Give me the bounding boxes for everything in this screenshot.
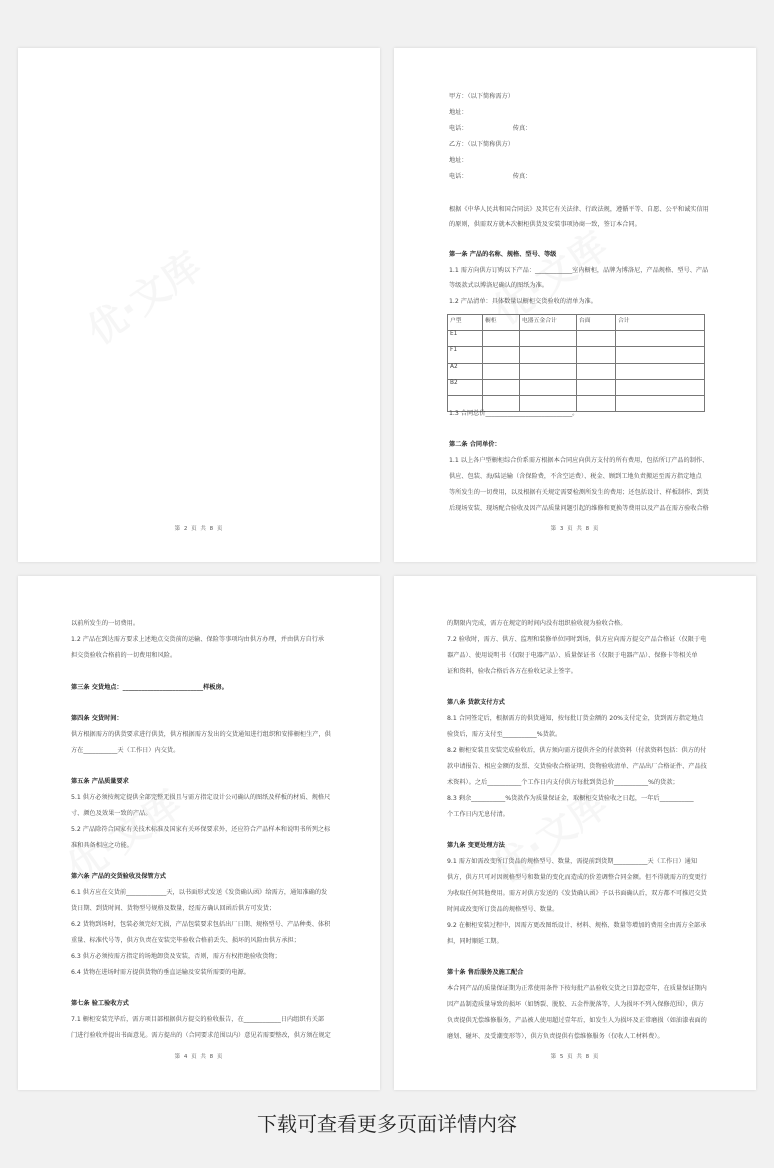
- paragraph-line: 7.1 橱柜安装完毕后，需方项目部根据供方提交的验收报告，在____________日内组织有关部: [71, 1016, 325, 1023]
- paragraph-line: 供应、包装、海/陆运输（含保险费，不含空运费）、税金、顾到工地负责搬运至需方指定地点: [449, 473, 702, 480]
- section-heading: 第二条 合同单价：: [449, 441, 501, 448]
- document-page-4: [18, 576, 380, 1090]
- section-heading: 第三条 交货地点：__________________________样板房。: [71, 684, 228, 691]
- party-b-label: 乙方：（以下简称供方）: [449, 141, 514, 148]
- table-cell: [616, 379, 705, 395]
- paragraph-line: 1.2 产品在到达需方要求上述地点交货前的运输、保险等事项均由供方办理，并由供方自行承: [71, 636, 325, 643]
- page-footer: 第 3 页 共 8 页: [550, 526, 600, 532]
- page-footer: 第 5 页 共 8 页: [550, 1054, 600, 1060]
- table-cell: [577, 363, 616, 379]
- paragraph-line: 后现场安装、现场配合验收及因产品质量问题引起的维修和更换等费用以及产品在需方验收合格: [449, 505, 709, 512]
- party-a-address: 地址：: [449, 109, 468, 116]
- table-cell: [520, 347, 577, 363]
- paragraph-line: 门进行验收并提出书面意见。需方提出的（合同要求范围以内）意见若需要整改，供方须在规定: [71, 1032, 331, 1039]
- party-a-phone-fax: 电话： 传真：: [449, 125, 532, 132]
- paragraph-line: 本合同产品的质量保证期为正常使用条件下按每批产品验收交货之日算起壹年，在质量保证期内: [447, 985, 707, 992]
- table-cell: [616, 363, 705, 379]
- paragraph-line: 8.1 合同签定后，根据需方的供货通知，按每批订货金额的 20%支付定金，货到需方指定地点: [447, 715, 704, 722]
- product-list-table: [447, 314, 705, 412]
- party-a-label: 甲方：（以下简称需方）: [449, 93, 514, 100]
- paragraph-line: 寸、颜色及效果一致的产品。: [71, 810, 152, 817]
- document-page-2: [18, 48, 380, 562]
- table-header-cell: 户型: [448, 315, 483, 331]
- table-cell: E1: [448, 331, 483, 347]
- section-heading: 第十条 售后服务及施工配合: [447, 969, 524, 976]
- table-cell: [483, 347, 520, 363]
- section-heading: 第九条 变更处理方法: [447, 842, 505, 849]
- party-b-phone-fax: 电话： 传真：: [449, 173, 532, 180]
- paragraph-line: 7.2 验收时，需方、供方、监理和装修单位同时到场，供方应向需方提交产品合格证（仅限于电: [447, 636, 707, 643]
- table-cell: [616, 395, 705, 411]
- paragraph-line: 9.1 需方如需改变所订货品的规格型号、数量，需提前到货期___________天（工作日）通知: [447, 858, 698, 865]
- paragraph-line: 1.2 产品清单：具体数量以橱柜交货验收的清单为准。: [449, 298, 597, 305]
- paragraph-line: 款申请报告、相应金额的发票、交货验收合格证明、货物验收清单、产品出厂合格证件、产品技: [447, 763, 707, 770]
- paragraph-line: 5.1 供方必须按规定提供全部完整无损且与需方指定设计公司确认的图纸及样板的材质、规格尺: [71, 794, 331, 801]
- table-header-cell: 橱柜: [483, 315, 520, 331]
- table-row: [448, 379, 705, 395]
- table-header-cell: 台面: [577, 315, 616, 331]
- paragraph-line: 重量、标准代号等，供方负责在安装完毕验收合格前丢失、损坏的风险由供方承担；: [71, 937, 300, 944]
- watermark: [74, 236, 211, 355]
- paragraph-line: 准和具备相应之功能。: [71, 842, 133, 849]
- table-row: [448, 331, 705, 347]
- table-cell: [616, 331, 705, 347]
- table-cell: [483, 379, 520, 395]
- document-page-3: [394, 48, 756, 562]
- paragraph-line: 1.1 需方向供方订购以下产品：____________室内橱柜，品牌为博洛尼，产品规格、型号、产品: [449, 267, 709, 274]
- paragraph-line: 术资料）。之后___________个工作日内支付供方每批到货总价___________%的货款；: [447, 779, 679, 786]
- table-cell: A2: [448, 363, 483, 379]
- contract-total-line: 1.3 合同总价____________________________。: [449, 410, 579, 417]
- table-row: [448, 347, 705, 363]
- table-cell: [616, 347, 705, 363]
- paragraph-line: 验货后，需方支付至___________%货款。: [447, 731, 562, 738]
- paragraph-line: 磨划、碰坏、及受潮变形等），供方负责提供有偿维修服务（仅收人工材料费）。: [447, 1033, 664, 1040]
- table-cell: [577, 395, 616, 411]
- section-heading: 第一条 产品的名称、规格、型号、等级: [449, 251, 557, 258]
- paragraph-line: 时间或改变所订货品的规格型号、数量。: [447, 906, 559, 913]
- paragraph-line: 9.2 在橱柜安装过程中，因需方更改图纸设计、材料、规格、数量等增加的费用全由需方全部承: [447, 922, 707, 929]
- paragraph-line: 6.4 货物在进场时需方提供货物的垂直运输及安装所需要的电源。: [71, 969, 250, 976]
- section-heading: 第五条 产品质量要求: [71, 778, 129, 785]
- paragraph-line: 8.2 橱柜安装且安装完成验收后，供方须向需方提供齐全的付款资料（付款资料包括：供方的付: [447, 747, 707, 754]
- paragraph-line: 等所发生的一切费用，以及根据有关规定需要检测所发生的费用；还包括设计、样板制作、到货: [449, 489, 709, 496]
- table-cell: F1: [448, 347, 483, 363]
- paragraph-line: 以前所发生的一切费用。: [71, 620, 140, 627]
- table-cell: [483, 331, 520, 347]
- section-heading: 第七条 验工验收方式: [71, 1000, 129, 1007]
- table-cell: [483, 363, 520, 379]
- paragraph-line: 供方，供方只可对因规格型号和数量的变化而造成的价差调整合同金额。但不得就需方的变更行: [447, 874, 707, 881]
- section-heading: 第四条 交货时间：: [71, 715, 123, 722]
- table-cell: B2: [448, 379, 483, 395]
- table-cell: [520, 331, 577, 347]
- paragraph-line: 根据《中华人民共和国合同法》及其它有关法律、行政法规，遵循平等、自愿、公平和诚实信用: [449, 206, 709, 213]
- paragraph-line: 的期限内完成，需方在规定的时间内没有组织验收视为验收合格。: [447, 620, 627, 627]
- party-b-address: 地址：: [449, 157, 468, 164]
- paragraph-line: 6.2 货物到场时，包装必须完好无损，产品包装要求包括出厂日期、规格型号、产品种类、体积: [71, 921, 331, 928]
- paragraph-line: 担交货验收合格前的一切费用和风险。: [71, 652, 177, 659]
- paragraph-line: 器产品）、使用说明书（仅限于电器产品）、质量保证书（仅限于电器产品）、保修卡等相关单: [447, 652, 698, 659]
- paragraph-line: 负责提供无偿维修服务，产品被人使用超过壹年后，如发生人为损坏及正常磨损（如油漆表面的: [447, 1017, 707, 1024]
- document-page-5: [394, 576, 756, 1090]
- paragraph-line: 货日期、到货时间、货物型号规格及数量，经需方确认回函后供方可发货；: [71, 905, 276, 912]
- paragraph-line: 为收取任何其他费用。需方对供方发送的《发货确认函》予以书面确认后，双方都不可推迟交货: [447, 890, 707, 897]
- table-header-cell: 电器五金合计: [520, 315, 577, 331]
- page-footer: 第 2 页 共 8 页: [174, 526, 224, 532]
- table-cell: [520, 363, 577, 379]
- table-cell: [577, 379, 616, 395]
- table-cell: [520, 379, 577, 395]
- section-heading: 第八条 货款支付方式: [447, 699, 505, 706]
- table-row: [448, 363, 705, 379]
- paragraph-line: 8.3 剩余___________%货款作为质量保证金，取橱柜交货验收之日起，一年后___________: [447, 795, 694, 802]
- table-cell: [577, 331, 616, 347]
- paragraph-line: 因产品制造质量导致的损坏（如锈裂、脱胶、五金件脱落等，人为损坏不列入保修范围），供方: [447, 1001, 704, 1008]
- page-footer: 第 4 页 共 8 页: [174, 1054, 224, 1060]
- table-header-row: [448, 315, 705, 331]
- paragraph-line: 个工作日内无息付清。: [447, 811, 509, 818]
- paragraph-line: 6.3 供方必须按需方指定的场地卸货及安装，否则，需方有权拒绝验收货物；: [71, 953, 281, 960]
- download-caption: 下载可查看更多页面详情内容: [257, 1112, 517, 1136]
- paragraph-line: 5.2 产品除符合国家有关技术标准及国家有关环保要求外，还应符合产品样本和说明书所列之标: [71, 826, 331, 833]
- paragraph-line: 担，同时顺延工期。: [447, 938, 503, 945]
- paragraph-line: 1.1 以上各户型橱柜综合价系需方根据本合同应向供方支付的所有费用，包括所订产品的制作、: [449, 457, 709, 464]
- paragraph-line: 方在___________天（工作日）内交货。: [71, 747, 180, 754]
- paragraph-line: 等级款式以博洛尼确认的图纸为准。: [449, 282, 548, 289]
- paragraph-line: 供方根据需方的供货要求进行供货，供方根据需方发出的交货通知进行组织和安排橱柜生产，供: [71, 731, 331, 738]
- paragraph-line: 6.1 供方应在交货前_____________天，以书面形式发送《发货确认函》给需方，通知准确的发: [71, 889, 328, 896]
- section-heading: 第六条 产品的交货验收及保管方式: [71, 873, 166, 880]
- table-cell: [577, 347, 616, 363]
- table-header-cell: 合计: [616, 315, 705, 331]
- paragraph-line: 证和资料，验收合格后各方在验收记录上签字。: [447, 668, 577, 675]
- paragraph-line: 的原则，供需双方就本次橱柜供货及安装事项协商一致，签订本合同。: [449, 221, 641, 228]
